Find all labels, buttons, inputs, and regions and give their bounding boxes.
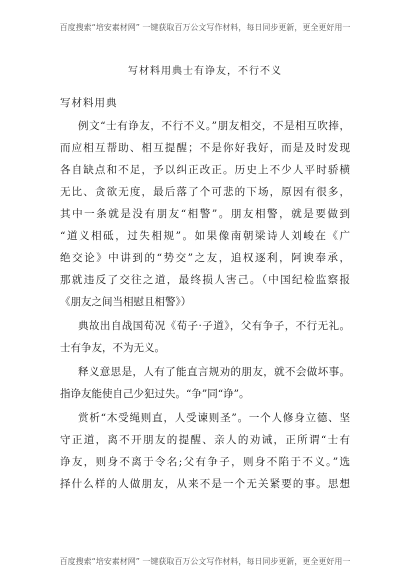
text-line: 《朋友之间当相慰且相警》）	[60, 296, 192, 308]
text-line: 士有争友，不为无义。	[60, 342, 165, 354]
header-banner: 百度搜索“培安素材网” 一键获取百万公文写作材料，每日同步更新，更全更好用一	[59, 23, 351, 32]
text-line: 择什么样的人做朋友，从来不是一个无关紧要的事。思想	[60, 478, 350, 490]
section-heading: 写材料用典	[60, 97, 118, 109]
text-line: 而应相互帮助、相互提醒；不是你好我好，而是及时发现	[60, 142, 350, 154]
text-line: 指诤友能使自己少犯过失。“争”同“诤”。	[60, 388, 250, 400]
text-line: 释义意思是，人有了能直言规劝的朋友，就不会做坏事。	[78, 366, 350, 378]
text-line: 其中一条就是没有朋友“相警”。朋友相警，就是要做到	[60, 208, 350, 220]
text-line: 各自缺点和不足，予以纠正改正。历史上不少人平时骄横	[60, 164, 350, 176]
text-line: 那就违反了交往之道，最终损人害己。（中国纪检监察报	[60, 274, 350, 286]
text-line: 赏析“木受绳则直，人受谏则圣”。一个人修身立德、坚	[78, 412, 350, 424]
text-line: 典故出自战国荀况《荀子·子道》，父有争子，不行无礼。	[78, 320, 350, 332]
text-line: 诤友，则身不离于令名;父有争子，则身不陷于不义。”选	[60, 456, 350, 468]
text-line: 例文“士有诤友，不行不义。”朋友相交，不是相互吹捧，	[78, 120, 350, 132]
footer-banner: 百度搜索“培安素材网” 一键获取百万公文写作材料，每日同步更新，更全更好用一	[59, 557, 351, 566]
text-line: 守正道，离不开朋友的提醒、亲人的劝诫，正所谓“士有	[60, 434, 350, 446]
text-line: “道义相砥，过失相规”。如果像南朝梁诗人刘峻在《广	[60, 230, 350, 242]
text-line: 绝交论》中讲到的“势交”之友，追权逐利，阿谀奉承，	[60, 252, 350, 264]
text-line: 无比、贪欲无度，最后落了个可悲的下场，原因有很多，	[60, 186, 350, 198]
page-title: 写材料用典士有诤友，不行不义	[128, 66, 282, 77]
